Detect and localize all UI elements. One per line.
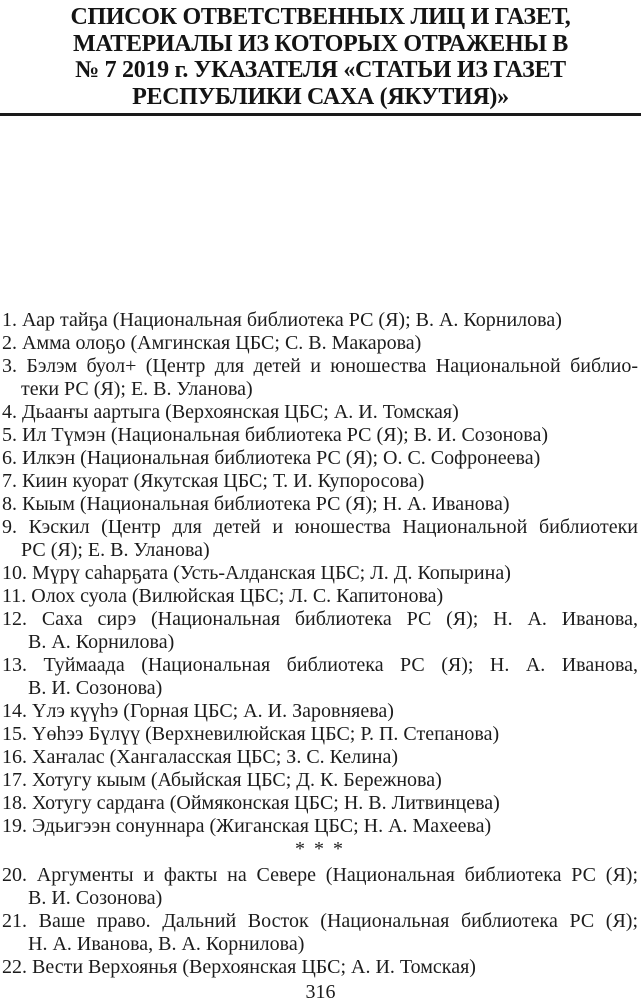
list-item-first-line: 11. Олох суола (Вилюйская ЦБС; Л. С. Капитонова)	[2, 585, 444, 607]
list-item-first-line: 18. Хотугу сардаҥа (Оймяконская ЦБС; Н. В. Литвинцева)	[2, 792, 500, 814]
list-item	[2, 746, 638, 769]
title-divider-rule	[0, 113, 641, 116]
list-item	[2, 470, 638, 493]
list-item	[2, 493, 638, 516]
list-item-first-line: 15. Үөһээ Бүлүү (Верхневилюйская ЦБС; Р. П. Степанова)	[2, 723, 500, 745]
list-item	[2, 700, 638, 723]
list-item	[2, 401, 638, 424]
list-item-continuation-line: Н. А. Иванова, В. А. Корнилова)	[28, 933, 305, 955]
list-item-first-line: 3. Бэлэм буол+ (Центр для детей и юношества Национальной библио-	[2, 355, 638, 377]
list-item	[2, 309, 638, 332]
list-item	[2, 769, 638, 792]
list-item	[2, 516, 638, 562]
list-item	[2, 332, 638, 355]
list-item	[2, 956, 638, 979]
list-item	[2, 654, 638, 700]
list-item-first-line: 9. Кэскил (Центр для детей и юношества Национальной библиотеки	[2, 516, 638, 538]
list-item	[2, 910, 638, 956]
list-item	[2, 424, 638, 447]
page-title-line: МАТЕРИАЛЫ ИЗ КОТОРЫХ ОТРАЖЕНЫ В	[72, 30, 568, 57]
list-item	[2, 355, 638, 401]
page-title-line: РЕСПУБЛИКИ САХА (ЯКУТИЯ)»	[132, 83, 509, 110]
list-item	[2, 864, 638, 910]
list-item-first-line: 17. Хотугу кыым (Абыйская ЦБС; Д. К. Бережнова)	[2, 769, 442, 791]
page-title-line: СПИСОК ОТВЕТСТВЕННЫХ ЛИЦ И ГАЗЕТ,	[70, 4, 571, 30]
page-number: 316	[305, 981, 336, 1001]
list-item	[2, 792, 638, 815]
list-item-first-line: 16. Хаҥалас (Хангаласская ЦБС; З. С. Келина)	[2, 746, 399, 768]
list-item	[2, 723, 638, 746]
page-title-line: № 7 2019 г. УКАЗАТЕЛЯ «СТАТЬИ ИЗ ГАЗЕТ	[75, 57, 566, 83]
list-item	[2, 608, 638, 654]
list-item-continuation-line: теки РС (Я); Е. В. Уланова)	[21, 378, 253, 400]
list-item-continuation-line: В. А. Корнилова)	[28, 631, 175, 653]
list-item-continuation-line: В. И. Созонова)	[28, 677, 163, 699]
list-item-first-line: 5. Ил Түмэн (Национальная библиотека РС (Я); В. И. Созонова)	[2, 424, 548, 446]
list-item-first-line: 14. Үлэ күүһэ (Горная ЦБС; А. И. Заровняева)	[2, 700, 394, 722]
responsible-persons-list	[2, 309, 638, 979]
list-item	[2, 447, 638, 470]
list-item-first-line: 7. Киин куорат (Якутская ЦБС; Т. И. Купоросова)	[2, 470, 425, 492]
list-item-first-line: 19. Эдьигээн сонуннара (Жиганская ЦБС; Н. А. Махеева)	[2, 815, 492, 837]
list-item-continuation-line: В. И. Созонова)	[28, 887, 163, 909]
list-item-first-line: 1. Аар тайҕа (Национальная библиотека РС (Я); В. А. Корнилова)	[2, 309, 562, 331]
page-title	[0, 4, 641, 110]
list-item-first-line: 8. Кыым (Национальная библиотека РС (Я); Н. А. Иванова)	[2, 493, 510, 515]
section-divider-asterisks: * * *	[295, 838, 345, 860]
list-item-first-line: 10. Мүрү саһарҕата (Усть-Алданская ЦБС; Л. Д. Копырина)	[2, 562, 511, 584]
list-item-first-line: 6. Илкэн (Национальная библиотека РС (Я); О. С. Софронеева)	[2, 447, 541, 469]
list-item-first-line: 20. Аргументы и факты на Севере (Национальная библиотека РС (Я);	[2, 864, 638, 886]
list-item-first-line: 12. Саха сирэ (Национальная библиотека РС (Я); Н. А. Иванова,	[2, 608, 638, 630]
list-item-first-line: 2. Амма олоҕо (Амгинская ЦБС; С. В. Макарова)	[2, 332, 422, 354]
list-item-first-line: 22. Вести Верхоянья (Верхоянская ЦБС; А. И. Томская)	[2, 956, 476, 978]
list-item-continuation-line: РС (Я); Е. В. Уланова)	[21, 539, 210, 561]
list-item	[2, 562, 638, 585]
list-item-first-line: 21. Ваше право. Дальний Восток (Национальная библиотека РС (Я);	[2, 910, 638, 932]
list-item-first-line: 4. Дьааҥы аартыга (Верхоянская ЦБС; А. И. Томская)	[2, 401, 459, 423]
list-item	[2, 585, 638, 608]
list-item	[2, 815, 638, 838]
list-item-first-line: 13. Туймаада (Национальная библиотека РС (Я); Н. А. Иванова,	[2, 654, 638, 676]
